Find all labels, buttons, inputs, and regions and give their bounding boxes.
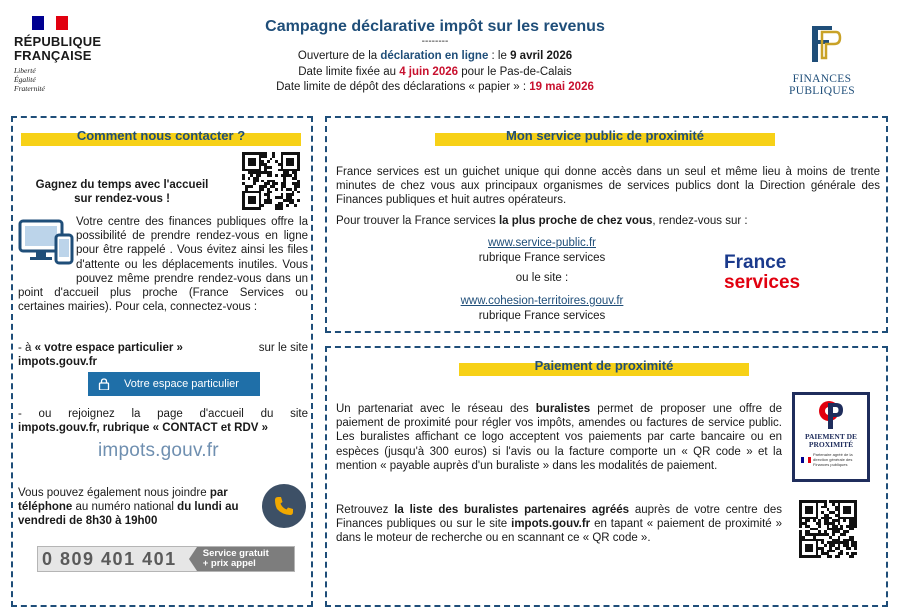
flag-red: [56, 16, 68, 30]
rubrique2: rubrique France services: [478, 309, 606, 322]
flag-blue: [32, 16, 44, 30]
paiement-title: Paiement de proximité: [534, 358, 674, 373]
pdp-title: [805, 433, 857, 449]
contact-title: Comment nous contacter ?: [76, 128, 246, 143]
paiement-description: [336, 402, 782, 473]
paper-deadline-date: 19 mai 2026: [529, 81, 594, 93]
bullet1-prefix: - à: [18, 342, 35, 354]
gagnez-du-temps: [22, 178, 222, 206]
phone-info: [18, 486, 258, 528]
bullet-contact-rdv: [18, 407, 308, 435]
p2-e: en tapant « paiement de proximité » dans le moteur de recherche ou en scannant ce « QR code ».: [336, 518, 782, 545]
paiement-title-bar: [459, 358, 749, 376]
service-line2: + prix appel: [202, 558, 256, 569]
p1-c: permet de proposer une offre de paiement de proximité pour régler vos impôts, amendes ou factures de service public. Les buralistes affichant ce logo acceptent vos paiements par carte bancaire ou en espèces (jusqu'à 300 euros) si l'avis ou la facture comporte un « QR code » et la mention « payable auprès d'un buraliste » dans les modalités de paiement.: [336, 403, 782, 472]
proximite-title: Mon service public de proximité: [506, 128, 704, 143]
bullet1-site: impots.gouv.fr: [18, 356, 98, 368]
pdp-small-text: Partenaire agréé de la direction générale des Finances publiques: [813, 452, 853, 467]
deadline-date: 4 juin 2026: [399, 65, 459, 78]
paiement-proximite-logo: [792, 392, 870, 482]
line2-prefix: Date limite fixée au: [298, 65, 400, 78]
p2-b: la liste des buralistes partenaires agréés: [394, 504, 630, 516]
declaration-en-ligne: déclaration en ligne: [380, 50, 489, 62]
opening-date-line: [220, 49, 650, 65]
bullet1-suffix: sur le site: [258, 342, 308, 354]
service-gratuit-badge: [197, 547, 294, 571]
rf-motto: [14, 66, 134, 93]
pdp-inner: [795, 395, 867, 479]
para2-suffix: , rendez-vous sur :: [652, 215, 748, 227]
flag-white: [44, 16, 56, 30]
phone-handset-icon: [272, 494, 296, 518]
opening-date: 9 avril 2026: [510, 50, 573, 62]
pdp-line2: PROXIMITÉ: [808, 440, 854, 449]
motto-egalite: Égalité: [14, 75, 36, 84]
phone-bold1: par téléphone: [18, 487, 228, 513]
france-services-find: [336, 214, 880, 228]
republique-francaise-logo: [14, 16, 134, 93]
bullet2-prefix: - ou rejoignez la page d'accueil du site: [18, 408, 308, 420]
phone-number: 0 809 401 401: [42, 548, 177, 569]
fp-name: FINANCES PUBLIQUES: [789, 73, 855, 97]
gagnez-line1: Gagnez du temps avec l'accueil: [35, 179, 209, 191]
france-services-logo: [724, 253, 800, 293]
paper-deadline-line: [220, 80, 650, 96]
bullet1-left: [18, 341, 183, 355]
rdv-qr-code[interactable]: [242, 152, 300, 210]
bullet-espace-particulier: [18, 341, 308, 369]
pdp-p-icon: [816, 399, 846, 431]
service-line1: Service gratuit: [202, 548, 269, 559]
para2-prefix: Pour trouver la France services: [336, 215, 499, 227]
service-public-link-block: [422, 236, 662, 265]
fs-logo-france: France: [724, 252, 787, 273]
computer-phone-icon: [18, 215, 76, 273]
contact-intro: [18, 215, 308, 314]
header-separator: --------: [421, 36, 449, 47]
pdp-subtitle: [801, 452, 861, 467]
buralistes-qr-code[interactable]: [799, 500, 857, 558]
pdp-line1: PAIEMENT DE: [804, 432, 858, 441]
bullet2-bold: impots.gouv.fr, rubrique « CONTACT et RDV »: [18, 422, 269, 434]
rf-name-line2: FRANÇAISE: [14, 48, 92, 63]
service-public-link[interactable]: www.service-public.fr: [488, 237, 596, 249]
impots-gouv-logo[interactable]: impots.gouv.fr: [98, 440, 219, 461]
french-flag-icon: [32, 16, 68, 30]
lock-icon: [98, 378, 110, 390]
proximite-title-bar: [435, 128, 775, 146]
phone-bold2: du lundi au vendredi de 8h30 à 19h00: [18, 501, 239, 527]
line3-prefix: Date limite de dépôt des déclarations « papier » :: [276, 81, 530, 93]
finances-publiques-logo: [760, 22, 884, 97]
page-title: Campagne déclarative impôt sur les revenus: [265, 18, 605, 35]
phone-icon: [262, 484, 306, 528]
motto-fraternite: Fraternité: [14, 84, 45, 93]
cohesion-link-block: [422, 294, 662, 323]
p1-a: Un partenariat avec le réseau des: [336, 403, 536, 415]
line2-suffix: pour le Pas-de-Calais: [458, 65, 572, 78]
espace-button-label: Votre espace particulier: [124, 378, 239, 390]
france-services-intro: France services est un guichet unique qui donne accès dans un seul et même lieu à moins de trente minutes de chez vous aux principaux organismes de services publics dont la Direction générale des Finances publiques et huit autres opérateurs.: [336, 166, 880, 207]
p2-site: impots.gouv.fr: [511, 518, 591, 531]
ou-le-site: ou le site :: [515, 272, 569, 284]
phone-number-box[interactable]: [37, 546, 295, 572]
deadline-line: [220, 65, 650, 81]
rf-name: [14, 35, 134, 63]
campaign-header: [220, 18, 650, 96]
para2-bold: la plus proche de chez vous: [498, 215, 653, 227]
line1-mid: : le: [488, 50, 511, 62]
phone-prefix: Vous pouvez également nous joindre: [18, 487, 210, 499]
p2-a: Retrouvez: [336, 504, 395, 516]
paiement-liste: [336, 503, 782, 546]
line1-prefix: Ouverture de la: [297, 50, 381, 62]
fs-logo-services: services: [724, 272, 801, 293]
p2-c: auprès de votre centre des Finances publiques ou sur le site: [336, 504, 783, 531]
motto-liberte: Liberté: [14, 66, 36, 75]
contact-title-bar: [21, 128, 301, 146]
gagnez-line2: sur rendez-vous !: [74, 193, 170, 205]
fp-monogram-icon: [802, 22, 842, 66]
rf-name-line1: RÉPUBLIQUE: [14, 34, 102, 49]
pdp-flag-icon: [801, 457, 811, 463]
bullet1-bold: « votre espace particulier »: [34, 342, 183, 354]
rubrique1: rubrique France services: [478, 251, 606, 264]
phone-mid: au numéro national: [72, 501, 178, 513]
espace-particulier-button[interactable]: [88, 372, 260, 396]
contact-intro-text: Votre centre des finances publiques offre la possibilité de prendre rendez-vous en ligne pour être rappelé . Vous évitez ainsi les files d'attente ou les déplacements inutiles. Vous pouvez même prendre rendez-vous dans un point d'accueil plus proche (France Services ou certaines mairies). Pour cela, connectez-vous :: [18, 216, 308, 314]
cohesion-territoires-link[interactable]: www.cohesion-territoires.gouv.fr: [460, 295, 624, 307]
p1-buralistes: buralistes: [535, 403, 591, 415]
bullet1-row: [18, 341, 308, 355]
